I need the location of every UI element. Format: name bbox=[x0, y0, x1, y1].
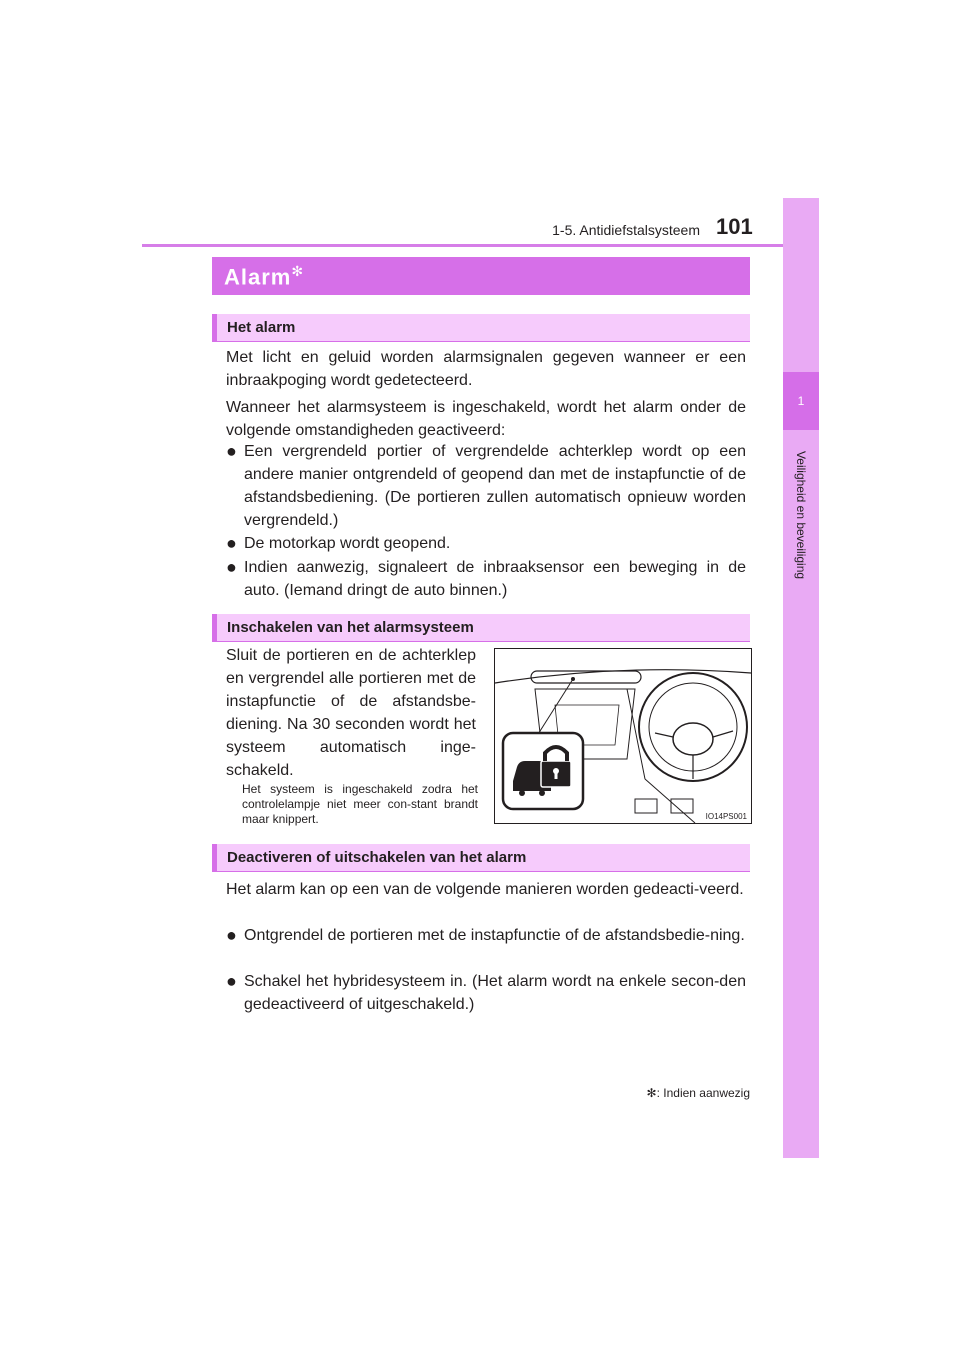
list-item bbox=[226, 556, 746, 602]
bullet-icon: ● bbox=[226, 557, 237, 577]
list-item bbox=[226, 532, 746, 555]
footnote-asterisk: ✻ bbox=[646, 1086, 657, 1100]
list-item bbox=[226, 440, 746, 532]
list-item-text: Schakel het hybridesysteem in. (Het alarm wordt na enkele secon-den gedeactiveerd of uitgeschakeld.) bbox=[244, 973, 746, 1013]
section-heading-deactiveren bbox=[212, 844, 750, 872]
section-heading-text: Het alarm bbox=[227, 319, 296, 336]
header-rule bbox=[142, 244, 818, 247]
paragraph: Met licht en geluid worden alarmsignalen gegeven wanneer er een inbraakpoging wordt gedetecteerd. bbox=[226, 349, 746, 389]
page-number: 101 bbox=[716, 214, 753, 239]
section-heading-inschakelen bbox=[212, 614, 750, 642]
paragraph: Wanneer het alarmsysteem is ingeschakeld, wordt het alarm onder de volgende omstandigheden geactiveerd: bbox=[226, 399, 746, 439]
section-heading-text: Inschakelen van het alarmsysteem bbox=[227, 619, 474, 636]
side-tab-chapter: 1 bbox=[783, 372, 819, 430]
header-section-title: 1-5. Antidiefstalsysteem bbox=[552, 222, 700, 238]
bullet-icon: ● bbox=[226, 925, 237, 945]
side-tab-label: Veiligheid en beveiliging bbox=[794, 450, 808, 580]
footnote bbox=[590, 1086, 750, 1100]
dashboard-illustration bbox=[495, 649, 751, 823]
section-heading-text: Deactiveren of uitschakelen van het alarm bbox=[227, 849, 527, 866]
figure-code: IO14PS001 bbox=[705, 812, 747, 821]
list-item-text: Indien aanwezig, signaleert de inbraaksensor een beweging in de auto. (Iemand dringt de auto binnen.) bbox=[244, 559, 746, 599]
page-title-text: Alarm bbox=[224, 264, 292, 290]
title-asterisk: ✻ bbox=[291, 263, 305, 279]
bullet-icon: ● bbox=[226, 971, 237, 991]
list-item-text: Ontgrendel de portieren met de instapfunctie of de afstandsbedie-ning. bbox=[244, 927, 745, 944]
dashboard-figure bbox=[494, 648, 752, 824]
list-item-text: Een vergrendeld portier of vergrendelde achterklep wordt op een andere manier ontgrendeld of geopend dan met de instapfunctie of de afstandsbediening. (De portieren zullen automatisch opnieuw worden vergrendeld.) bbox=[244, 443, 746, 529]
list-item-text: De motorkap wordt geopend. bbox=[244, 535, 451, 552]
paragraph: Sluit de portieren en de achterklep en vergrendel alle portieren met de instapfunctie of de afstandsbe-diening. Na 30 seconden wordt het systeem automatisch inge-schakeld. bbox=[226, 647, 476, 779]
list-item bbox=[226, 924, 746, 947]
side-tab bbox=[783, 198, 819, 1158]
bullet-icon: ● bbox=[226, 533, 237, 553]
note-text: Het systeem is ingeschakeld zodra het controlelampje niet meer con-stant brandt maar knippert. bbox=[242, 782, 478, 826]
paragraph: Het alarm kan op een van de volgende manieren worden gedeacti-veerd. bbox=[226, 881, 744, 898]
section-heading-het-alarm bbox=[212, 314, 750, 342]
footnote-text: : Indien aanwezig bbox=[656, 1086, 750, 1100]
page-title bbox=[224, 263, 304, 290]
list-item bbox=[226, 970, 746, 1016]
bullet-icon: ● bbox=[226, 441, 237, 461]
title-bar bbox=[212, 257, 750, 295]
